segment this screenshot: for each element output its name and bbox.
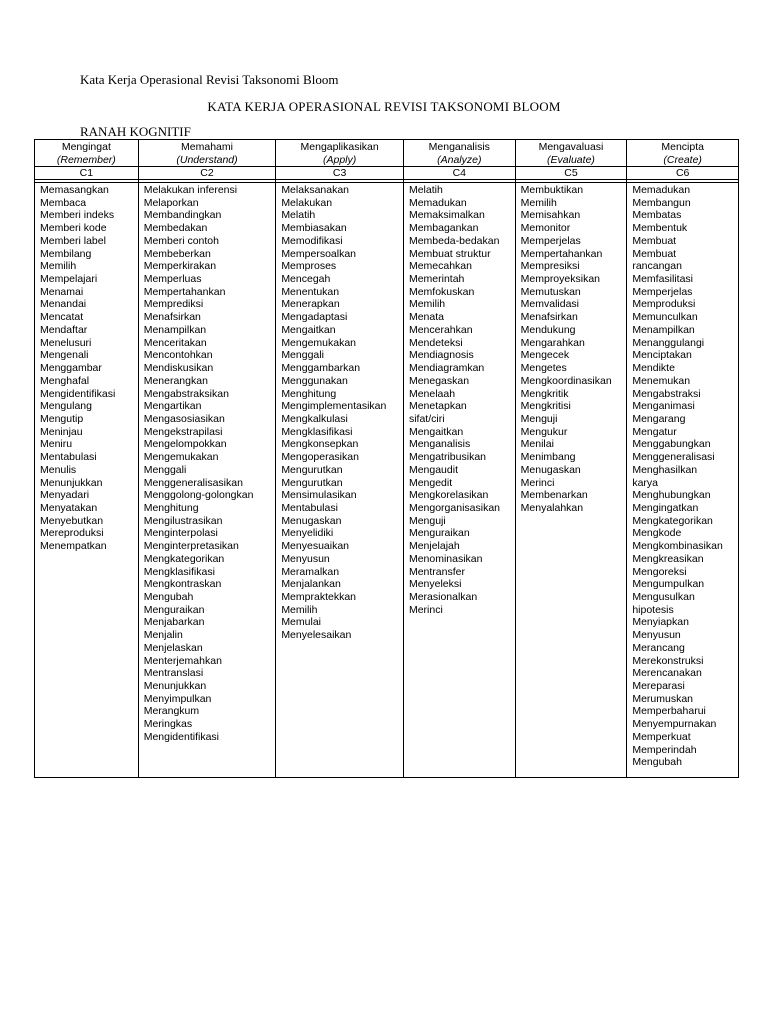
verb-item: Menterjemahkan [143,654,222,667]
verb-item: Mentabulasi [40,451,97,464]
verb-item: Memfasilitasi [632,273,694,286]
verb-item: Membuktikan [520,184,584,196]
verb-item: Mengilustrasikan [143,514,223,527]
column-subtitle: (Create) [663,153,702,166]
verb-item: Membiasakan [281,222,347,235]
verb-item: Memfokuskan [408,285,475,298]
verb-item: Menunjukkan [143,680,207,693]
verb-item: Membedakan [143,222,208,235]
verb-item: Memadukan [408,196,467,209]
verb-item: Memperkirakan [143,260,217,273]
verb-item: Menulis [40,463,77,476]
verb-item: Menggunakan [281,374,348,387]
main-heading: KATA KERJA OPERASIONAL REVISI TAKSONOMI BLOOM [207,99,561,114]
verb-item: Mencatat [40,311,84,324]
verb-item: Menyeleksi [408,578,462,591]
verb-item: Memproduksi [632,298,696,311]
verb-item: Membilang [40,247,92,260]
column-c4 [404,140,516,777]
verb-item: Meramalkan [281,565,340,578]
verb-item: Menempatkan [40,540,107,553]
verb-item: Mengabstraksi [632,387,701,400]
verb-item: Merekonstruksi [632,654,704,667]
verb-item: Mengingatkan [632,501,699,514]
verb-item: Menanggulangi [632,336,705,349]
verb-item: Menetapkan [408,400,467,413]
verb-item: Menemukan [632,374,691,387]
verb-item: Mengenali [40,349,89,362]
verb-item: Melatih [408,184,443,196]
verb-item: Menugaskan [281,514,342,527]
verb-item: Memperbaharui [632,705,706,718]
verb-item: Memilih [408,298,446,311]
verb-item: Menjelaskan [143,641,203,654]
verb-item: Mempertahankan [520,247,603,260]
verb-item: Menyesuaikan [281,540,350,553]
verb-item: karya [632,476,659,489]
column-code: C4 [404,167,515,180]
verb-item: Melakukan [281,196,333,209]
column-title: Mencipta [661,141,704,153]
verb-item: Menamai [40,285,84,298]
verb-item: Mempersoalkan [281,247,357,260]
verb-item: Melatih [281,209,316,222]
verb-table [34,139,739,778]
verb-item: Mengaitkan [408,425,464,438]
verb-item: Menunjukkan [40,476,103,489]
verb-item: Mengkoordinasikan [520,374,612,387]
verb-item: Menciptakan [632,349,692,362]
verb-item: Memperjelas [520,234,581,247]
verb-item: Menjalin [143,629,183,642]
verb-item: Merangkum [143,705,200,718]
verb-item: Menyadari [40,489,90,502]
verb-item: Melaksanakan [281,184,350,196]
verb-item: Membatas [632,209,682,222]
verb-item: Menandai [40,298,87,311]
verb-item: Memvalidasi [520,298,579,311]
verb-item: Menggeneralisasikan [143,476,243,489]
verb-item: Meniru [40,438,73,451]
verb-item: hipotesis [632,603,674,616]
verb-item: Mengidentifikasi [143,730,219,743]
verb-item: Menguraikan [143,603,205,616]
column-subtitle: (Analyze) [437,153,482,166]
verb-item: Menghafal [40,374,90,387]
verb-item: Menghubungkan [632,489,711,502]
column-code: C1 [35,167,138,180]
verb-item: Menafsirkan [143,311,201,324]
verb-item: Mengartikan [143,400,202,413]
column-title: Mengaplikasikan [300,141,379,153]
verb-item: Merencanakan [632,667,702,680]
verb-list [139,183,276,744]
verb-item: Mengoreksi [632,565,687,578]
verb-item: Menerangkan [143,374,208,387]
verb-item: Menggambarkan [281,362,361,375]
column-header [516,140,627,167]
verb-item: Memberi contoh [143,234,219,247]
verb-item: Memunculkan [632,311,698,324]
verb-item: Mengecek [520,349,570,362]
column-c3 [276,140,404,777]
verb-item: rancangan [632,260,682,273]
verb-item: Menentukan [281,285,340,298]
verb-item: Menilai [520,438,554,451]
verb-item: Mencegah [281,273,331,286]
verb-item: Mengkalkulasi [281,412,348,425]
verb-item: Mengaudit [408,463,458,476]
verb-item: Mengatribusikan [408,451,486,464]
verb-item: Menampilkan [143,323,207,336]
verb-item: Memilih [281,603,318,616]
verb-item: Merumuskan [632,692,694,705]
verb-item: Mengkategorikan [143,552,225,565]
verb-item: Mengarahkan [520,336,585,349]
verb-item: Membuat [632,247,677,260]
verb-item: Memilih [40,260,77,273]
verb-item: Meringkas [143,718,193,731]
verb-item: Membangun [632,196,691,209]
verb-item: Menginterpolasi [143,527,218,540]
verb-item: Menampilkan [632,323,695,336]
verb-item: Membeberkan [143,247,211,260]
verb-item: Menegaskan [408,374,470,387]
verb-item: Mengorganisasikan [408,501,501,514]
verb-item: Merinci [520,476,555,489]
verb-item: Menjabarkan [143,616,205,629]
verb-item: Memproyeksikan [520,273,601,286]
verb-item: Mengulang [40,400,92,413]
verb-item: Mengemukakan [143,451,219,464]
verb-item: Mempertahankan [143,285,226,298]
verb-item: Mengedit [408,476,453,489]
verb-item: Mengubah [143,591,194,603]
verb-item: Mendiagnosis [408,349,474,362]
verb-item: Mencerahkan [408,323,473,336]
verb-item: Mengimplementasikan [281,400,387,413]
verb-item: Mendiagramkan [408,362,485,375]
verb-item: Memilih [520,196,557,209]
verb-item: Menyebutkan [40,514,104,527]
verb-item: Menceritakan [143,336,207,349]
verb-item: Menggali [281,349,324,362]
verb-item: Mengklasifikasi [281,425,353,438]
verb-item: Menjalankan [281,578,341,591]
column-code: C3 [276,167,403,180]
column-subtitle: (Remember) [56,153,116,166]
verb-item: Mengadaptasi [281,311,348,324]
verb-item: Mengetes [520,362,567,375]
verb-item: Merancang [632,641,685,654]
verb-list [35,183,138,553]
verb-item: Mereproduksi [40,527,104,540]
verb-item: Menghitung [143,501,199,514]
verb-item: Mempelajari [40,273,98,286]
verb-item: Memberi indeks [40,209,115,222]
verb-item: Memadukan [632,184,691,196]
verb-item: Memperluas [143,273,202,286]
verb-item: Mendaftar [40,323,88,336]
column-title: Menganalisis [428,141,490,153]
column-subtitle: (Apply) [323,153,357,166]
verb-item: Menerapkan [281,298,340,311]
verb-item: Mengkategorikan [632,514,713,527]
verb-item: Mengkritisi [520,400,571,413]
verb-item: Menyiapkan [632,616,689,629]
column-code: C5 [516,167,627,180]
verb-item: Membeda-bedakan [408,234,500,247]
verb-item: Mengasosiasikan [143,412,225,425]
verb-item: Memutuskan [520,285,581,298]
verb-item: Memperjelas [632,285,693,298]
verb-item: Membandingkan [143,209,222,222]
verb-item: Menganalisis [408,438,471,451]
verb-item: Menggali [143,463,187,476]
column-subtitle: (Evaluate) [547,153,595,166]
verb-item: Mencontohkan [143,349,213,362]
verb-item: Mengaitkan [281,323,336,336]
verb-item: Memisahkan [520,209,581,222]
verb-item: Menginterpretasikan [143,540,239,553]
verb-item: Mentranslasi [143,667,204,680]
verb-item: Menyusun [632,629,681,642]
verb-item: Mengubah [632,756,682,769]
verb-item: Merinci [408,603,443,616]
verb-item: Mereparasi [632,680,685,693]
verb-item: Mengklasifikasi [143,565,215,578]
verb-item: Melaporkan [143,196,199,209]
verb-item: Mengurutkan [281,476,343,489]
verb-item: Mendiskusikan [143,362,214,375]
column-title: Memahami [181,141,233,153]
document-title: Kata Kerja Operasional Revisi Taksonomi Bloom [80,72,339,87]
column-c6 [627,140,738,777]
verb-item: Memodifikasi [281,234,343,247]
column-title: Mengingat [61,141,111,153]
verb-item: Memperindah [632,743,697,756]
verb-item: Menelaah [408,387,456,400]
verb-item: Mendukung [520,323,576,336]
verb-item: Mengusulkan [632,591,695,603]
verb-item: sifat/ciri [408,412,445,425]
verb-list [627,183,738,769]
column-header [35,140,138,167]
verb-item: Mengemukakan [281,336,357,349]
verb-item: Memprediksi [143,298,204,311]
verb-item: Menyelesaikan [281,629,352,642]
verb-item: Membagankan [408,222,479,235]
verb-item: Mengukur [520,425,568,438]
verb-item: Mengelompokkan [143,438,227,451]
verb-item: Mengkorelasikan [408,489,489,502]
verb-item: Mengekstrapilasi [143,425,223,438]
verb-item: Menghitung [281,387,337,400]
verb-item: Memasangkan [40,184,109,196]
column-code: C2 [139,167,276,180]
column-header [404,140,515,167]
column-header [627,140,738,167]
verb-list [404,183,515,616]
verb-item: Memberi kode [40,222,107,235]
verb-item: Mengoperasikan [281,451,359,464]
verb-item: Menyatakan [40,501,98,514]
verb-item: Menguraikan [408,527,470,540]
verb-item: Mengutip [40,412,84,425]
column-c2 [139,140,277,777]
verb-item: Mengkontraskan [143,578,222,591]
verb-item: Mengabstraksikan [143,387,229,400]
verb-list [276,183,403,642]
verb-item: Mengatur [632,425,677,438]
verb-item: Menguji [520,412,558,425]
verb-item: Memperkuat [632,730,691,743]
verb-item: Menyelidiki [281,527,334,540]
verb-item: Menyusun [281,552,330,565]
column-subtitle: (Understand) [176,153,238,166]
verb-item: Memonitor [520,222,571,235]
column-c1 [35,140,139,777]
verb-item: Menggolong-golongkan [143,489,254,502]
verb-item: Memecahkan [408,260,472,273]
verb-item: Membuat [632,234,677,247]
verb-item: Menafsirkan [520,311,578,324]
verb-item: Mengkombinasikan [632,540,723,553]
verb-item: Merasionalkan [408,591,478,603]
column-code: C6 [627,167,738,180]
verb-item: Memaksimalkan [408,209,485,222]
verb-item: Menggambar [40,362,102,375]
verb-item: Mendeteksi [408,336,463,349]
verb-item: Membentuk [632,222,688,235]
verb-item: Mentransfer [408,565,465,578]
verb-item: Membaca [40,196,87,209]
verb-item: Menggeneralisasi [632,451,715,464]
verb-item: Menyalahkan [520,501,584,514]
verb-item: Mentabulasi [281,501,338,514]
verb-item: Menganimasi [632,400,695,413]
verb-item: Memulai [281,616,321,629]
verb-item: Menyempurnakan [632,718,717,731]
column-header [139,140,276,167]
verb-item: Memerintah [408,273,465,286]
verb-item: Mendikte [632,362,675,375]
verb-item: Membenarkan [520,489,588,502]
verb-item: Menggabungkan [632,438,711,451]
verb-item: Menghasilkan [632,463,698,476]
verb-item: Mengidentifikasi [40,387,116,400]
verb-item: Menimbang [520,451,576,464]
verb-item: Menguji [408,514,446,527]
column-c5 [516,140,628,777]
verb-item: Mengurutkan [281,463,343,476]
verb-item: Menominasikan [408,552,483,565]
verb-item: Menjelajah [408,540,460,553]
column-title: Mengavaluasi [538,141,604,153]
verb-item: Mengkode [632,527,682,540]
verb-item: Membuat struktur [408,247,491,260]
verb-item: Mensimulasikan [281,489,357,502]
verb-item: Mengkonsepkan [281,438,359,451]
verb-item: Menugaskan [520,463,581,476]
verb-list [516,183,627,515]
verb-item: Menyimpulkan [143,692,212,705]
verb-item: Memproses [281,260,337,273]
section-heading: RANAH KOGNITIF [80,124,191,139]
verb-item: Mengumpulkan [632,578,705,591]
verb-item: Mempraktekkan [281,591,357,603]
verb-item: Mempresiksi [520,260,580,273]
column-header [276,140,403,167]
verb-item: Mengkritik [520,387,569,400]
verb-item: Memberi label [40,234,106,247]
verb-item: Melakukan inferensi [143,184,238,196]
verb-item: Mengkreasikan [632,552,704,565]
verb-item: Mengarang [632,412,686,425]
verb-item: Menelusuri [40,336,92,349]
verb-item: Meninjau [40,425,83,438]
verb-item: Menata [408,311,444,324]
